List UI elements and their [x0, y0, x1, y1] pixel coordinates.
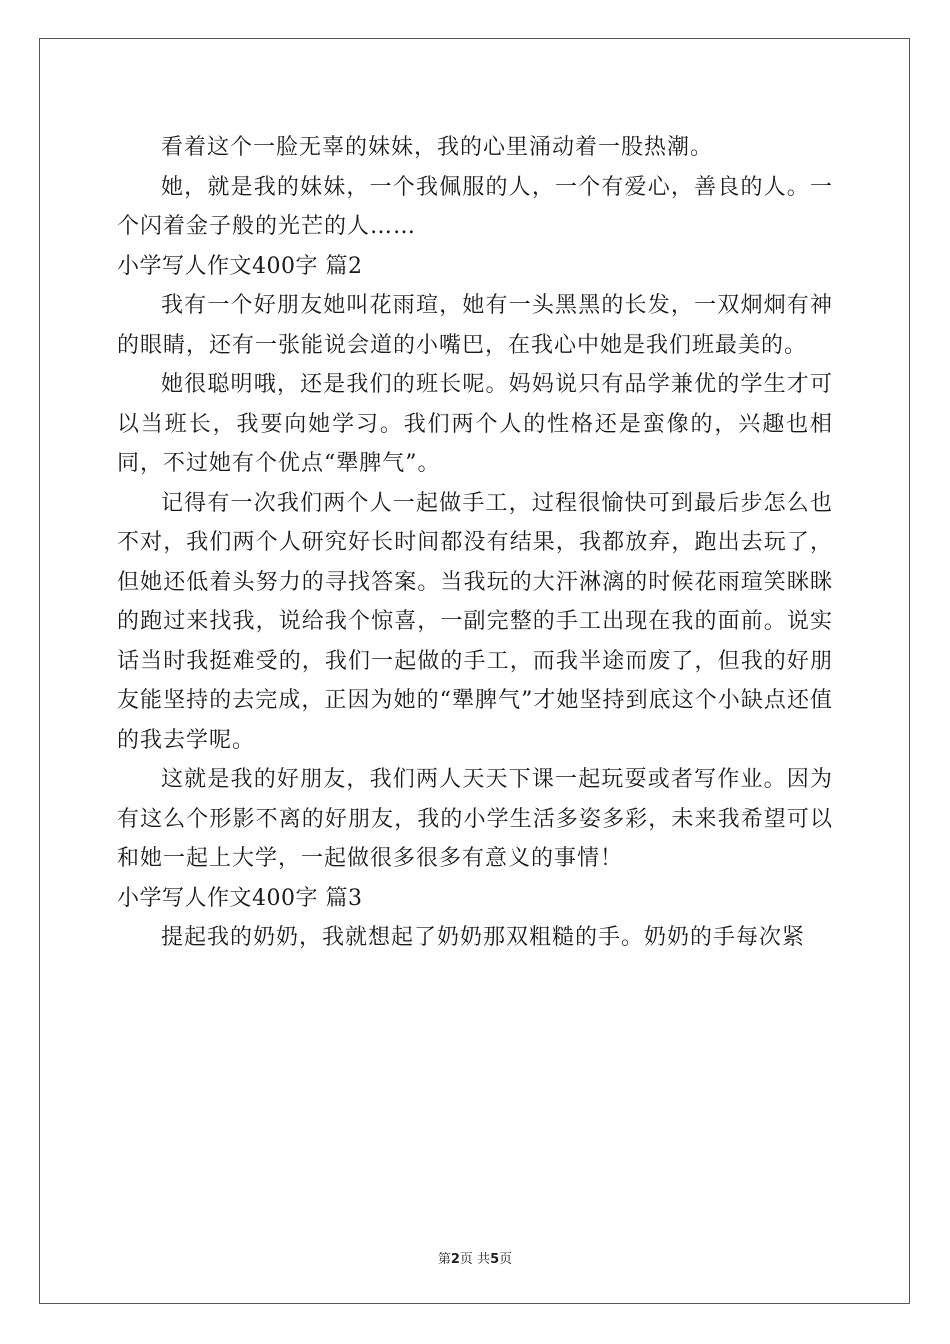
paragraph: 看着这个一脸无辜的妹妹，我的心里涌动着一股热潮。 [161, 135, 714, 160]
total-pages-number: 5 [490, 1252, 500, 1267]
document-body [117, 128, 833, 958]
section-heading: 小学写人作文400字 篇2 [117, 253, 363, 279]
paragraph: 这就是我的好朋友，我们两人天天下课一起玩耍或者写作业。因为有这么个形影不离的好朋友，我的小学生活多姿多彩，未来我希望可以和她一起上大学，一起做很多很多有意义的事情！ [117, 767, 833, 871]
current-page-number: 2 [450, 1252, 460, 1267]
footer-middle: 页 共 [459, 1252, 491, 1267]
page-footer [0, 1248, 950, 1267]
paragraph: 她，就是我的妹妹，一个我佩服的人，一个有爱心，善良的人。一个闪着金子般的光芒的人…… [117, 174, 833, 239]
paragraph: 她很聪明哦，还是我们的班长呢。妈妈说只有品学兼优的学生才可以当班长，我要向她学习。我们两个人的性格还是蛮像的，兴趣也相同，不过她有个优点“犟脾气”。 [117, 372, 833, 476]
footer-suffix: 页 [499, 1252, 513, 1267]
paragraph: 提起我的奶奶，我就想起了奶奶那双粗糙的手。奶奶的手每次紧 [161, 925, 806, 950]
paragraph: 我有一个好朋友她叫花雨瑄，她有一头黑黑的长发，一双炯炯有神的眼睛，还有一张能说会道的小嘴巴，在我心中她是我们班最美的。 [117, 293, 833, 358]
footer-prefix: 第 [437, 1252, 451, 1267]
paragraph: 记得有一次我们两个人一起做手工，过程很愉快可到最后步怎么也不对，我们两个人研究好长时间都没有结果，我都放弃，跑出去玩了，但她还低着头努力的寻找答案。当我玩的大汗淋漓的时候花雨瑄笑眯眯的跑过来找我，说给我个惊喜，一副完整的手工出现在我的面前。说实话当时我挺难受的，我们一起做的手工，而我半途而废了，但我的好朋友能坚持的去完成，正因为她的“犟脾气”才她坚持到底这个小缺点还值的我去学呢。 [117, 490, 833, 753]
section-heading: 小学写人作文400字 篇3 [117, 885, 363, 911]
